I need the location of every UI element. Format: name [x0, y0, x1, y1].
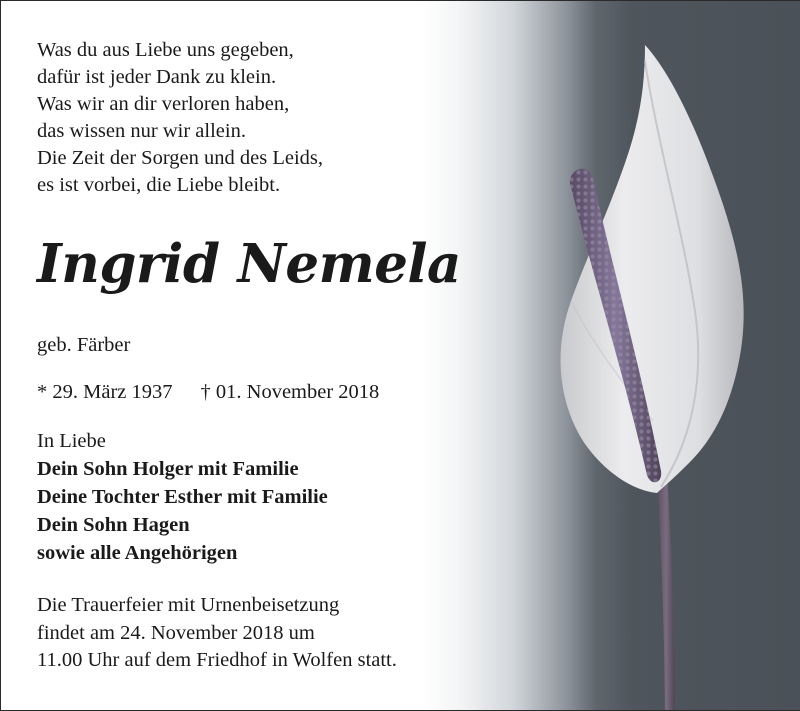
- birth-date: * 29. März 1937: [37, 381, 173, 403]
- poem-line: Was wir an dir verloren haben,: [37, 93, 290, 115]
- funeral-line: 11.00 Uhr auf dem Friedhof in Wolfen statt.: [37, 649, 397, 671]
- stem: [657, 471, 675, 711]
- funeral-info: [37, 592, 397, 675]
- mourners-list: [37, 455, 328, 567]
- death-date: † 01. November 2018: [200, 381, 380, 403]
- mourners-intro: In Liebe: [37, 430, 106, 452]
- funeral-line: Die Trauerfeier mit Urnenbeisetzung: [37, 594, 340, 616]
- mourner: sowie alle Angehörigen: [37, 542, 238, 564]
- spathe: [561, 45, 744, 493]
- life-dates: [37, 379, 379, 405]
- funeral-line: findet am 24. November 2018 um: [37, 621, 315, 644]
- mourners-section: [37, 427, 328, 567]
- flower-photo: [421, 1, 800, 711]
- poem: [37, 37, 323, 199]
- mourner: Deine Tochter Esther mit Familie: [37, 486, 328, 508]
- deceased-name: Ingrid Nemela: [37, 233, 461, 295]
- mourner: Dein Sohn Holger mit Familie: [37, 458, 299, 480]
- poem-line: das wissen nur wir allein.: [37, 120, 246, 142]
- maiden-name: geb. Färber: [37, 334, 131, 356]
- poem-line: es ist vorbei, die Liebe bleibt.: [37, 174, 281, 196]
- poem-line: Die Zeit der Sorgen und des Leids,: [37, 147, 323, 169]
- mourner: Dein Sohn Hagen: [37, 514, 190, 536]
- poem-line: dafür ist jeder Dank zu klein.: [37, 66, 277, 88]
- anthurium-lily-icon: [421, 1, 800, 711]
- poem-line: Was du aus Liebe uns gegeben,: [37, 39, 294, 61]
